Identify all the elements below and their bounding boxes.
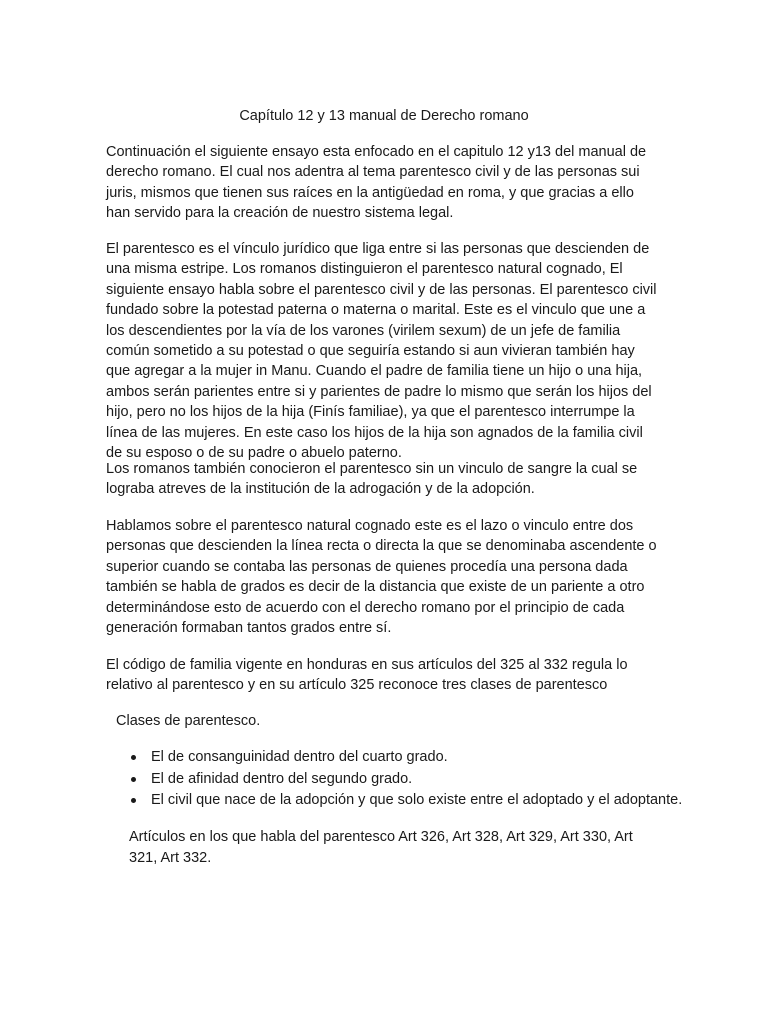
document-title: Capítulo 12 y 13 manual de Derecho romano	[239, 108, 529, 124]
articles-note: Artículos en los que habla del parentesco Art 326, Art 328, Art 329, Art 330, Art 321, Art 332.	[129, 829, 633, 866]
paragraph-codigo-familia: El código de familia vigente en honduras en sus artículos del 325 al 332 regula lo relativo al parentesco y en su artículo 325 reconoce tres clases de parentesco	[106, 657, 628, 694]
section-subheading: Clases de parentesco.	[116, 713, 261, 729]
list-item	[130, 747, 690, 769]
bullet-icon	[131, 755, 136, 760]
bullet-icon	[131, 798, 136, 803]
list-item-text: El civil que nace de la adopción y que solo existe entre el adoptado y el adoptante.	[151, 792, 683, 808]
bullet-list	[130, 747, 690, 812]
paragraph-adopcion: Los romanos también conocieron el parentesco sin un vinculo de sangre la cual se lograba atreves de la institución de la adrogación y de la adopción.	[106, 461, 638, 498]
list-item-text: El de afinidad dentro del segundo grado.	[151, 770, 413, 787]
list-item-text: El de consanguinidad dentro del cuarto grado.	[151, 749, 448, 765]
paragraph-parentesco-civil: El parentesco es el vínculo jurídico que liga entre si las personas que descienden de una misma estripe. Los romanos distinguieron el parentesco natural cognado, El siguiente ensayo habla sobre el parentesco civil y de las personas. El parentesco civil fundado sobre la potestad paterna o materna o marital. Este es el vinculo que une a los descendientes por la vía de los varones (virilem sexum) de un jefe de familia común sometido a su potestad o que seguiría estando si aun vivieran también hay que agregar a la mujer in Manu. Cuando el padre de familia tiene un hijo o una hija, ambos serán parientes entre si y parientes de padre lo mismo que serán los hijos del hijo, pero no los hijos de la hija (Finís familiae), ya que el parentesco interrumpe la línea de las mujeres. En este caso los hijos de la hija son agnados de la familia civil de su esposo o de su padre o abuelo paterno.	[106, 241, 657, 462]
paragraph-introduction: Continuación el siguiente ensayo esta enfocado en el capitulo 12 y13 del manual de derecho romano. El cual nos adentra al tema parentesco civil y de las personas sui juris, mismos que tienen sus raíces en la antigüedad en roma, y que gracias a ello han servido para la creación de nuestro sistema legal.	[106, 144, 647, 222]
bullet-icon	[131, 777, 136, 782]
list-item	[130, 769, 690, 791]
list-item	[130, 790, 690, 812]
paragraph-parentesco-natural: Hablamos sobre el parentesco natural cognado este es el lazo o vinculo entre dos personas que descienden la línea recta o directa la que se denominaba ascendente o superior cuando se contaba las personas de quienes procedía una persona dada también se habla de grados es decir de la distancia que existe de un pariente a otro determinándose esto de acuerdo con el derecho romano por el principio de cada generación formaban tantos grados entre sí.	[106, 518, 657, 637]
